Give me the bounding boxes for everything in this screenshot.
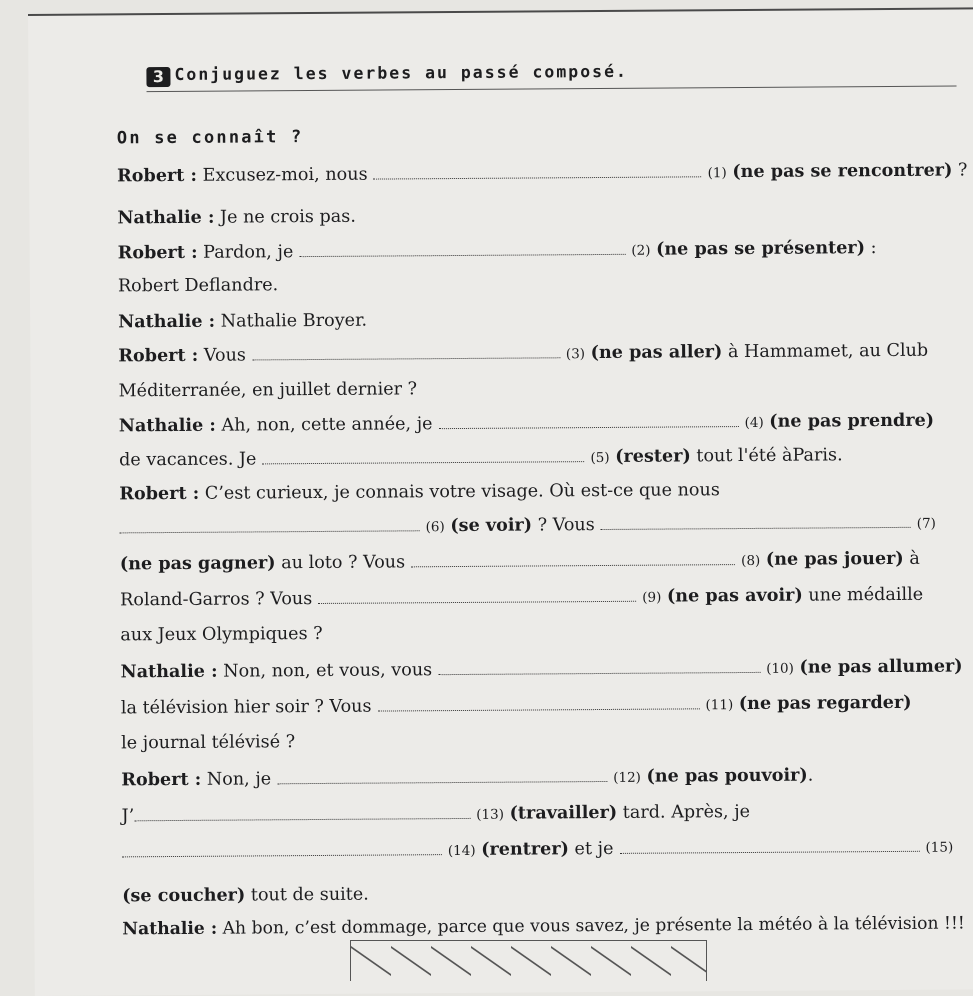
- dialogue-line-4: Robert Deflandre.: [117, 275, 279, 297]
- answer-blank-10[interactable]: [438, 658, 760, 675]
- decorative-strip: [350, 940, 707, 981]
- exercise-number-badge: 3: [146, 67, 170, 87]
- dialogue-line-10: Robert : C’est curieux, je connais votre visage. Où est-ce que nous: [119, 480, 720, 505]
- answer-blank-12[interactable]: [277, 767, 607, 784]
- dialogue-line-1: Robert : Excusez-moi, nous (1) (ne pas se rencontrer) ?: [117, 159, 968, 187]
- answer-blank-2[interactable]: [299, 240, 625, 257]
- dialogue-line-20: (14) (rentrer) et je (15): [122, 836, 953, 863]
- dialogue-line-12: (ne pas gagner) au loto ? Vous (8) (ne pas jouer) à: [119, 547, 920, 575]
- dialogue-line-18: Robert : Non, je (12) (ne pas pouvoir).: [121, 764, 814, 791]
- dialogue-line-9: de vacances. Je (5) (rester) tout l'été àParis.: [119, 445, 843, 471]
- dialogue-line-5: Nathalie : Nathalie Broyer.: [118, 310, 368, 333]
- answer-blank-14[interactable]: [122, 840, 442, 857]
- dialogue-title: On se connaît ?: [116, 127, 304, 149]
- dialogue-line-17: le journal télévisé ?: [121, 732, 296, 754]
- exercise-header: [146, 60, 956, 93]
- dialogue-line-14: aux Jeux Olympiques ?: [120, 623, 323, 646]
- dialogue-line-8: Nathalie : Ah, non, cette année, je (4) (ne pas prendre): [118, 409, 935, 437]
- answer-blank-11[interactable]: [377, 694, 699, 711]
- dialogue-line-2: Nathalie : Je ne crois pas.: [117, 206, 356, 229]
- exercise-instruction: Conjuguez les verbes au passé composé.: [174, 61, 628, 84]
- answer-blank-15[interactable]: [619, 837, 919, 854]
- answer-blank-3[interactable]: [252, 343, 560, 360]
- answer-blank-13[interactable]: [134, 804, 470, 821]
- answer-blank-8[interactable]: [411, 550, 735, 567]
- answer-blank-5[interactable]: [262, 447, 584, 464]
- dialogue-line-19: J’ (13) (travailler) tard. Après, je: [121, 801, 751, 827]
- dialogue-line-7: Méditerranée, en juillet dernier ?: [118, 379, 418, 402]
- dialogue-line-13: Roland-Garros ? Vous (9) (ne pas avoir) une médaille: [120, 584, 924, 611]
- dialogue-line-11: (6) (se voir) ? Vous (7): [120, 512, 936, 539]
- answer-blank-1[interactable]: [374, 162, 702, 179]
- dialogue-line-3: Robert : Pardon, je (2) (ne pas se présenter) :: [117, 237, 877, 264]
- dialogue-line-15: Nathalie : Non, non, et vous, vous (10) (ne pas allumer): [120, 655, 963, 683]
- worksheet-page: [28, 7, 973, 996]
- dialogue-line-21: (se coucher) tout de suite.: [122, 884, 369, 907]
- answer-blank-9[interactable]: [318, 587, 636, 604]
- dialogue-line-6: Robert : Vous (3) (ne pas aller) à Hammamet, au Club: [118, 340, 929, 367]
- answer-blank-7[interactable]: [601, 513, 911, 530]
- answer-blank-6[interactable]: [120, 516, 420, 533]
- dialogue-line-16: la télévision hier soir ? Vous (11) (ne pas regarder): [120, 691, 912, 719]
- dialogue-line-22: Nathalie : Ah bon, c’est dommage, parce que vous savez, je présente la météo à la télévision !!!: [122, 913, 965, 940]
- answer-blank-4[interactable]: [438, 412, 738, 429]
